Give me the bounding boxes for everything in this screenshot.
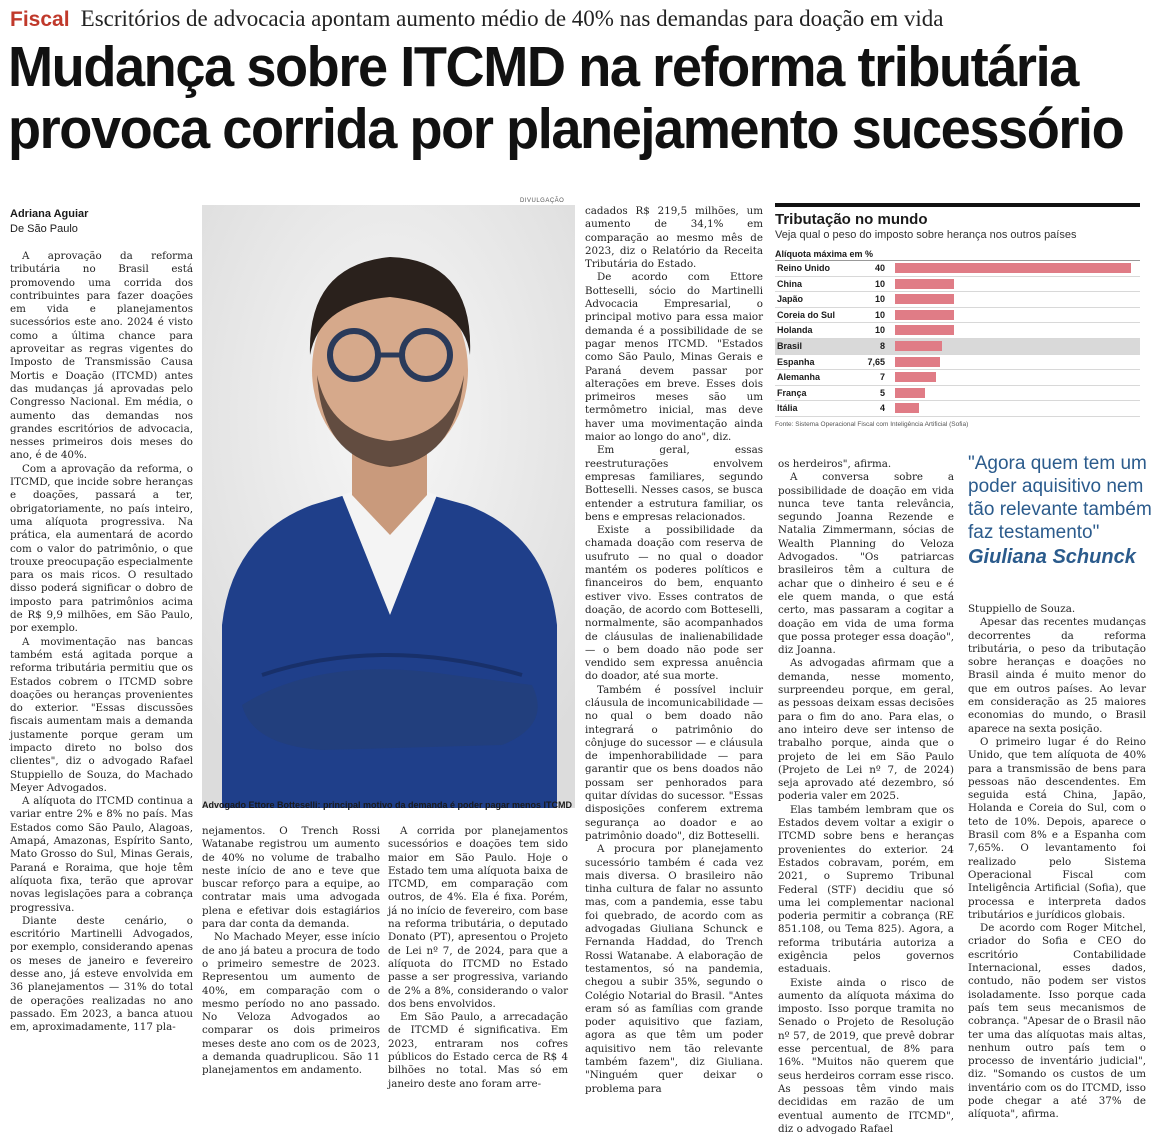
paragraph: Apesar das recentes mudanças decorrentes da reforma tributária, o peso da tributação sobre heranças e doações no Brasil ainda é muito menor do que em outros países. Ao levar em consideração as 25 maiores economias do mundo, o Brasil aparece na sexta posição. [968,616,1146,735]
bar [895,294,954,304]
paragraph: A alíquota do ITCMD continua a variar entre 2% e 8% no país. Mas Estados como São Paulo, Alagoas, Amapá, Amazonas, Espírito Santo, Mato Grosso do Sul, Minas Gerais, Paraná e Roraima, que hoje têm alíquota fixa, terão que aprovar novas legislações para a cobrança progressiva. [10,795,193,914]
chart-row [775,277,1140,293]
pull-quote-text: "Agora quem tem um poder aquisitivo nem tão relevante também faz testamento" [968,453,1152,543]
paragraph: As advogadas afirmam que a demanda, nesse momento, surpreendeu porque, em geral, as pessoas deixam essas decisões para o fim do ano. Para elas, o ano inteiro deve ser intenso de trabalho porque, ainda que o projeto de lei em São Paulo (Projeto de Lei nº 7, de 2024) seja aprovado até dezembro, só poderia valer em 2025. [778,657,954,803]
kicker-subtitle: Escritórios de advocacia apontam aumento médio de 40% nas demandas para doação em vida [80,6,944,31]
paragraph: Diante deste cenário, o escritório Martinelli Advogados, por exemplo, considerando apenas os meses de janeiro e fevereiro desse ano, já esteve envolvida em 36 planejamentos — 31% do total de operações realizadas no ano passado. Em 2023, a banca atuou em, aproximadamente, 117 pla- [10,914,193,1034]
chart-row [775,386,1140,402]
portrait-illustration [202,205,575,808]
article-column-4 [585,205,763,1110]
paragraph: A procura por planejamento sucessório também é cada vez mais diversa. O brasileiro não tinha cultura de falar no assunto mas, com a pandemia, esse tabu foi quebrado, de acordo com as advogadas Giuliana Schunck e Fernanda Haddad, do Trench Rossi Watanabe. A elaboração de testamentos, só na pandemia, chegou a subir 35%, segundo o Colégio Notarial do Brasil. "Antes eram só as famílias com grande poder aquisitivo que faziam, agora as que têm um poder aquisitivo nem tão relevante também fazem", diz Giuliana. "Ninguém quer deixar o problema para [585,843,763,1095]
country-label: Coreia do Sul [777,309,836,320]
country-label: Japão [777,294,804,305]
chart-row [775,292,1140,308]
rate-label: 10 [874,278,885,289]
paragraph: cadados R$ 219,5 milhões, um aumento de 34,1% em comparação ao mesmo mês de 2023, diz o Relatório da Receita Tributária do Estado. [585,205,763,271]
rate-label: 40 [874,263,885,273]
rate-label: 10 [874,325,885,336]
article-column-6 [968,603,1146,1121]
photo-caption: Advogado Ettore Botteselli: principal motivo da demanda é poder pagar menos ITCMD [202,800,573,810]
chart-column-header: Alíquota máxima em % [775,249,1140,261]
chart-row [775,401,1140,417]
country-label: Alemanha [777,372,821,383]
author-name: Adriana Aguiar [10,208,89,220]
portrait-photo [202,205,575,808]
paragraph: A aprovação da reforma tributária no Brasil está promovendo uma corrida dos contribuintes para fazer doações em vida e planejamentos sucessórios este ano. 2024 é visto como a última chance para aproveitar as regras vigentes do Imposto de Transmissão Causa Mortis e Doação (ITCMD) antes das mudanças já aprovadas pelo Congresso Nacional. Em média, o aumento das demandas nos grandes escritórios de advocacia, nesses primeiros dois meses do ano, é de 40%. [10,250,193,462]
photo-credit: DIVULGAÇÃO [520,198,565,204]
chart-row [775,355,1140,371]
bar [895,310,954,320]
paragraph: Também é possível incluir cláusula de incomunicabilidade — no qual o bem doado não integrará o patrimônio do cônjuge do sucessor — e cláusula de impenhorabilidade — para garantir que os bens doados não possam ser penhorados para quitar dívidas do sucessor. "Essas disposições conferem extrema segurança ao doador e ao patrimônio doado", diz Botteselli. [585,683,763,842]
paragraph: Stuppiello de Souza. [968,603,1076,615]
paragraph: O primeiro lugar é do Reino Unido, que tem alíquota de 40% para a transmissão de bens para pessoas não descendentes. Em seguida está China, Japão, Holanda e Coreia do Sul, com o teto de 10%. Depois, aparece o Brasil com 8% e a Espanha com 7,65%. O levantamento foi realizado pelo Sistema Operacional Fiscal com Inteligência Artificial (Sofia), que processa e interpreta dados tributários e jurídicos globais. [968,735,1146,921]
chart-row [775,339,1140,355]
rate-label: 7 [879,372,885,383]
country-label: China [777,278,803,289]
pull-quote-author: Giuliana Schunck [968,546,1136,568]
section-label: Fiscal [10,8,70,31]
paragraph: Em São Paulo, a arrecadação de ITCMD é significativa. Em 2023, entraram nos cofres públicos do Estado cerca de R$ 4 bilhões no total. Mas só em janeiro deste ano foram arre- [388,1011,568,1090]
paragraph: nejamentos. O Trench Rossi Watanabe registrou um aumento de 40% no volume de trabalho neste início de ano e teve que buscar reforço para a equipe, ao contratar mais uma advogada plena e efetivar dois estagiários para dar conta da demanda. [202,825,380,931]
rate-label: 5 [879,387,885,398]
bar [895,388,925,398]
chart-top-rule [775,203,1140,207]
byline [10,207,88,237]
rate-label: 10 [874,294,885,305]
tax-chart [775,203,1140,443]
chart-subtitle: Veja qual o peso do imposto sobre herança nos outros países [775,229,1077,241]
paragraph: De acordo com Roger Mitchel, criador do Sofia e CEO do escritório Contabilidade Internacional, esses dados, contudo, não podem ser vistos isoladamente. Isso porque cada país tem seus mecanismos de cobrança. "Apesar de o Brasil não ter uma das alíquotas mais altas, nenhum outro país tem o processo de inventário judicial", diz. "Somando os custos de um inventário com os do ITCMD, isso pode chegar a até 37% de alíquota", afirma. [968,922,1146,1121]
headline-line-2: provoca corrida por planejamento sucessório [8,97,1124,161]
kicker [10,6,1155,34]
paragraph: Em geral, essas reestruturações envolvem empresas familiares, segundo Botteselli. Nesses casos, se busca entender a estrutura familiar, os bens e empresas relacionados. [585,444,763,523]
paragraph: No Machado Meyer, esse início de ano já bateu a procura de todo o primeiro semestre de 2023. Representou um aumento de 40%, em comparação com o mesmo período no ano passado. No Veloza Advogados ao comparar os dois primeiros meses deste ano com os de 2023, a demanda quadruplicou. São 11 planejamentos em andamento. [202,931,380,1077]
bar [895,357,940,367]
bar [895,263,1131,273]
paragraph: os herdeiros", afirma. [778,458,892,470]
article-column-2 [202,825,380,1110]
rate-label: 8 [879,340,885,351]
bar [895,325,954,335]
headline-line-1: Mudança sobre ITCMD na reforma tributária [8,35,1078,99]
country-label: Itália [777,403,798,414]
article-column-1 [10,250,193,1110]
paragraph: Existe ainda o risco de aumento da alíquota máxima do imposto. Isso porque tramita no Senado o Projeto de Resolução nº 57, de 2019, que prevê dobrar esse percentual, de 8% para 16%. "Muitos não querem que seus herdeiros corram esse risco. As pessoas têm vindo mais decididas em razão de um eventual aumento de ITCMD", diz o advogado Rafael [778,976,954,1135]
chart-source: Fonte: Sistema Operacional Fiscal com Inteligência Artificial (Sofia) [775,420,969,428]
bar [895,403,919,413]
bar [895,372,936,382]
rate-label: 10 [874,309,885,320]
article-column-5 [778,458,954,1135]
chart-row [775,308,1140,324]
paragraph: A movimentação nas bancas também está agitada porque a reforma tributária permitiu que os Estados cobrem o ITCMD sobre doações ou heranças provenientes do exterior. "Essas discussões fiscais aumentam mais a demanda justamente porque geram um impacto direto no bolso dos clientes", diz o advogado Rafael Stuppiello de Souza, do Machado Meyer Advogados. [10,635,193,794]
chart-title: Tributação no mundo [775,211,928,228]
pull-quote [968,452,1158,569]
paragraph: A conversa sobre a possibilidade de doação em vida nunca teve tanta relevância, segundo Joanna Rezende e Natalia Zimmermann, sócias de Wealth Planning do Veloza Advogados. "Os patriarcas brasileiros têm a cultura de achar que o dinheiro é seu e é ele quem manda, o que está certo, mas passaram a cogitar a doação em vida de uma forma que possa proteger essa doação", diz Joanna. [778,471,954,657]
paragraph: Existe a possibilidade da chamada doação com reserva de usufruto — no qual o doador mantém os poderes políticos e financeiros do bem, enquanto estiver vivo. Esses contratos de doação, de acordo com Botteselli, normalmente, são acompanhados de cláusulas de inalienabilidade — o bem doado não pode ser vendido sem expressa anuência do doador, até sua morte. [585,524,763,683]
paragraph: De acordo com Ettore Botteselli, sócio do Martinelli Advocacia Empresarial, o principal motivo para essa maior demanda é a possibilidade de se pagar menos ITCMD. "Estados como São Paulo, Minas Gerais e Paraná devem passar por alterações em breve. Esses dois primeiros meses são um termômetro inicial, mas deve haver uma movimentação ainda maior ao longo do ano", diz. [585,271,763,444]
country-label: Brasil [777,340,803,351]
article-column-3 [388,825,568,1110]
bar [895,341,942,351]
country-label: Holanda [777,325,813,336]
author-location: De São Paulo [10,223,78,235]
chart-rows [775,261,1140,417]
country-label: França [777,387,807,398]
chart-row [775,323,1140,339]
paragraph: A corrida por planejamentos sucessórios e doações tem sido maior em São Paulo. Hoje o Estado tem uma alíquota baixa de ITCMD, em comparação com outros, de 4%. Ela é fixa. Porém, já no início de fevereiro, com base na reforma tributária, o deputado Donato (PT), apresentou o Projeto de Lei nº 7, de 2024, para que a alíquota do ITCMD no Estado passe a ser progressiva, variando de 2% a 8%, considerando o valor dos bens envolvidos. [388,825,568,1010]
paragraph: Com a aprovação da reforma, o ITCMD, que incide sobre heranças e doações, passará a ter, obrigatoriamente, no país inteiro, uma alíquota progressiva. Na prática, ela aumentará de acordo com o valor do patrimônio, o que trouxe preocupação especialmente para os mais ricos. O resultado disso poderá significar o dobro de imposto para patrimônios acima de R$ 9,9 milhões, em São Paulo, por exemplo. [10,462,193,635]
paragraph: Elas também lembram que os Estados devem voltar a exigir o ITCMD sobre bens e heranças provenientes do exterior. 24 Estados cobravam, porém, em 2021, o Supremo Tribunal Federal (STF) decidiu que só uma lei complementar nacional poderia permitir a cobrança (RE 851.108, ou Tema 825). Agora, a reforma tributária autoriza a exigência pelos governos estaduais. [778,803,954,976]
country-label: Reino Unido [777,263,830,273]
rate-label: 7,65 [867,356,885,367]
chart-row [775,261,1140,277]
country-label: Espanha [777,356,815,367]
headline [8,35,1124,161]
bar [895,279,954,289]
chart-row [775,370,1140,386]
rate-label: 4 [879,403,885,414]
